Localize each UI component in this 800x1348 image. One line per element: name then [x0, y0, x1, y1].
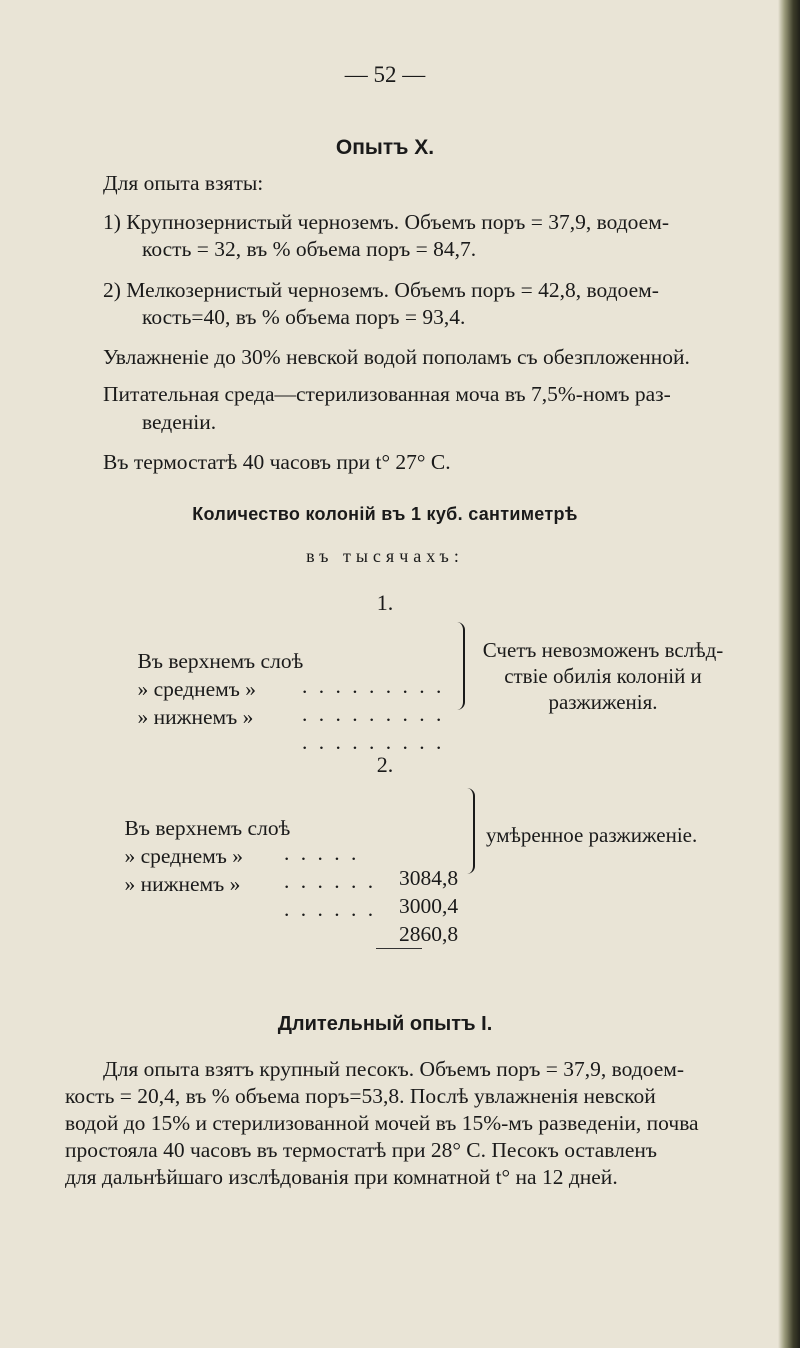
item1-line2: кость = 32, въ % объема поръ = 84,7.	[142, 237, 477, 261]
table-subtitle: въ тысячахъ:	[306, 546, 464, 566]
item1-line1: 1) Крупнозернистый черноземъ. Объемъ поръ = 37,9, водоем-	[103, 210, 669, 234]
long-line4: простояла 40 часовъ въ термостатѣ при 28° С. Песокъ оставленъ	[65, 1138, 658, 1162]
row-label: » среднемъ »	[137, 677, 257, 701]
row-label: Въ верхнемъ слоѣ	[124, 816, 291, 840]
long-line3: водой до 15% и стерилизованной мочей въ 15%-мъ разведеніи, почва	[65, 1111, 699, 1135]
note-line: Счетъ невозможенъ вслѣд-	[482, 638, 724, 662]
section-divider	[376, 948, 422, 949]
row-label: » нижнемъ »	[137, 705, 254, 729]
page-edge	[778, 0, 800, 1348]
block1-number: 1.	[376, 590, 394, 615]
long-line2: кость = 20,4, въ % объема поръ=53,8. Послѣ увлажненія невской	[65, 1084, 656, 1108]
row-dots: . . . . . .	[284, 897, 377, 921]
row-value: 2860,8	[399, 922, 459, 946]
experiment-title: Опытъ X.	[335, 136, 435, 159]
note-line: ствіе обилія колоній и	[504, 664, 702, 688]
row-dots: . . . . . . . . .	[302, 730, 445, 754]
block2-number: 2.	[376, 752, 394, 777]
page-number: — 52 —	[344, 62, 426, 87]
block1-brace	[455, 622, 465, 710]
long-experiment-title: Длительный опытъ I.	[277, 1013, 493, 1035]
block1-note	[478, 637, 728, 715]
row-dots: . . . . . .	[284, 869, 377, 893]
row-label: » нижнемъ »	[124, 872, 241, 896]
table-title: Количество колоній въ 1 куб. сантиметрѣ	[192, 504, 578, 524]
thermostat-line: Въ термостатѣ 40 часовъ при t° 27° С.	[103, 450, 451, 474]
row-label: » среднемъ »	[124, 844, 244, 868]
row-value: 3000,4	[399, 894, 459, 918]
item2-line1: 2) Мелкозернистый черноземъ. Объемъ поръ = 42,8, водоем-	[103, 278, 659, 302]
block2-brace	[466, 788, 475, 874]
intro-line: Для опыта взяты:	[103, 171, 264, 195]
moisture-line: Увлажненіе до 30% невской водой пополамъ съ обезпложенной.	[103, 345, 690, 369]
row-dots: . . . . .	[284, 841, 360, 865]
row-value: 3084,8	[399, 866, 459, 890]
long-line5: для дальнѣйшаго изслѣдованія при комнатной t° на 12 дней.	[65, 1165, 618, 1189]
medium-line2: веденіи.	[142, 410, 217, 434]
row-dots: . . . . . . . . .	[302, 702, 445, 726]
item2-line2: кость=40, въ % объема поръ = 93,4.	[142, 305, 466, 329]
row-label: Въ верхнемъ слоѣ	[137, 649, 304, 673]
block2-note: умѣренное разжиженіе.	[486, 823, 698, 847]
medium-line1: Питательная среда—стерилизованная моча въ 7,5%-номъ раз-	[103, 382, 671, 406]
row-dots: . . . . . . . . .	[302, 674, 445, 698]
long-line1: Для опыта взятъ крупный песокъ. Объемъ поръ = 37,9, водоем-	[103, 1057, 685, 1081]
note-line: разжиженія.	[548, 690, 658, 714]
